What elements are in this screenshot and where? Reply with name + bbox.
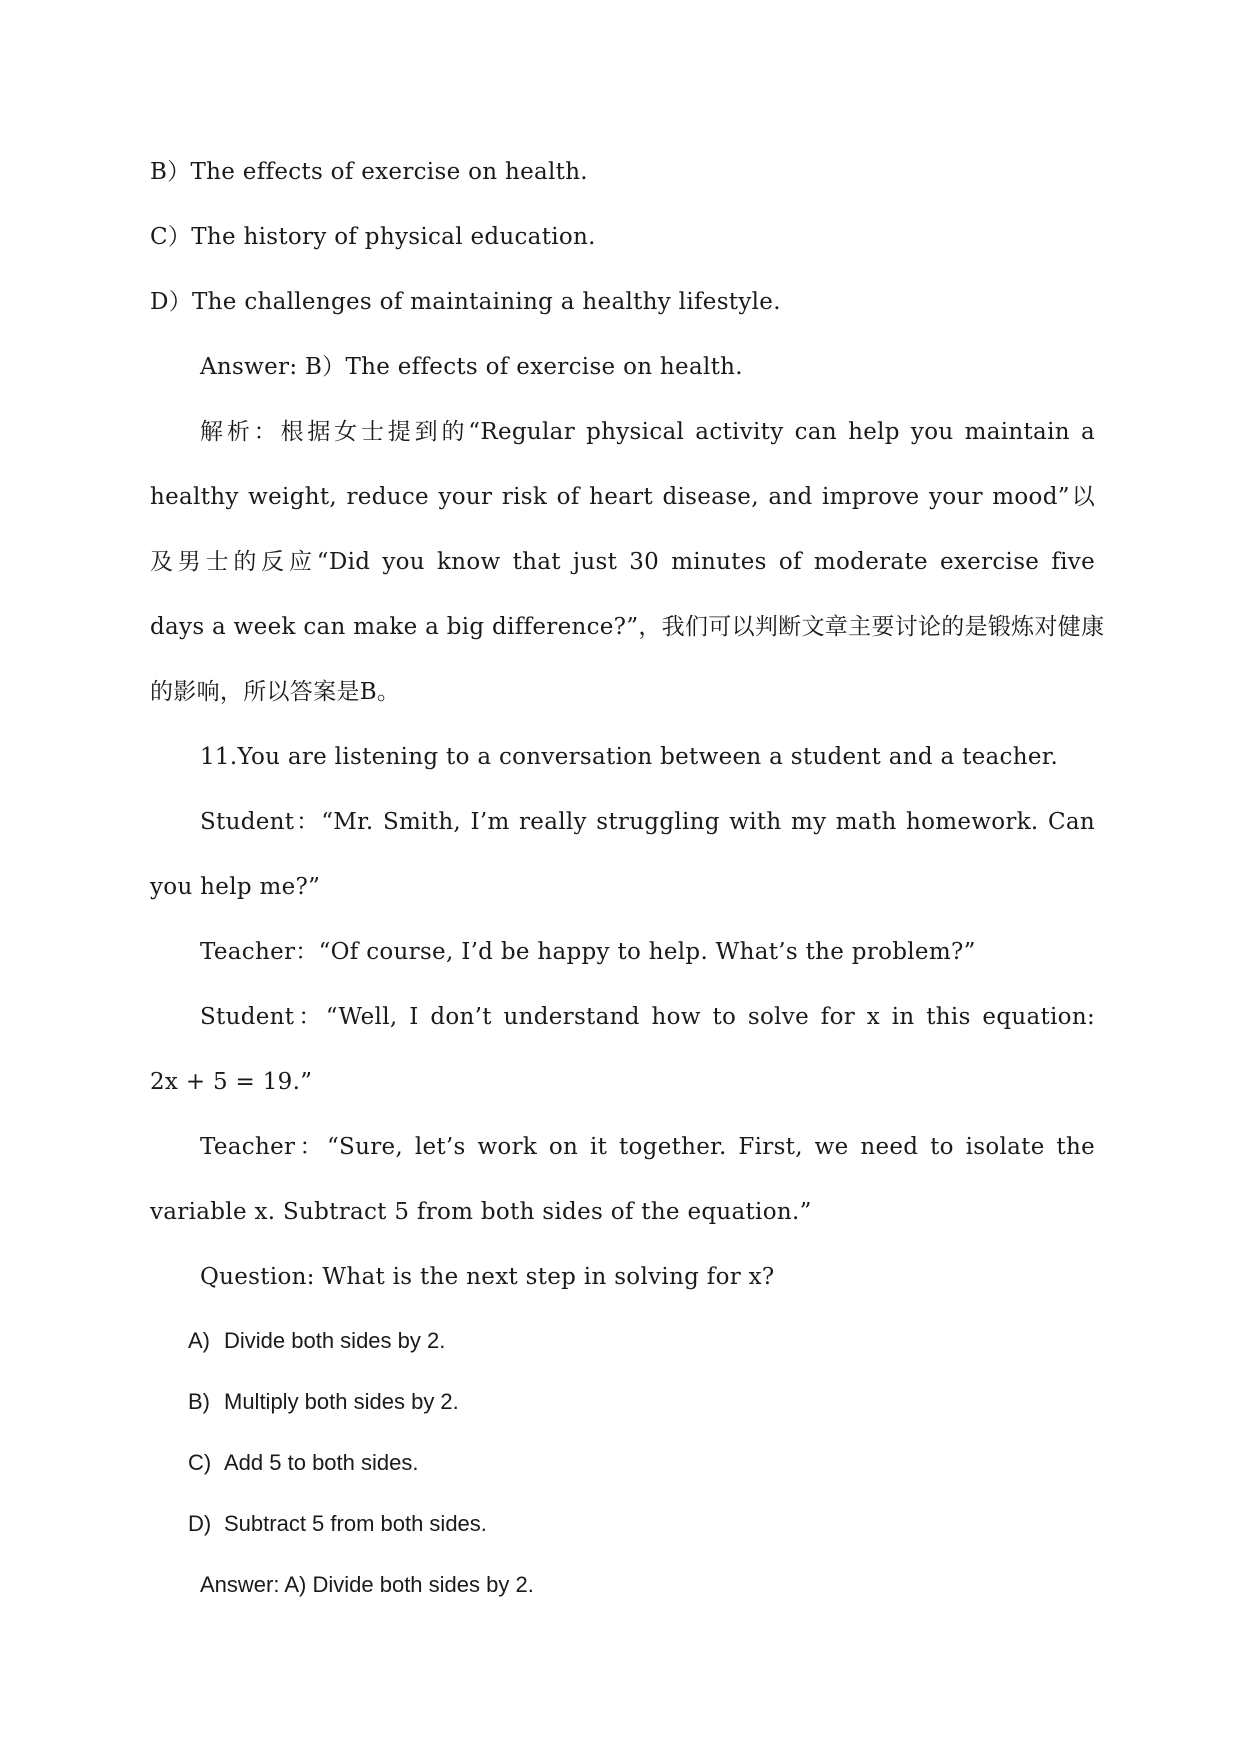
q11-dialogue-line-5: 2x + 5 = 19.” — [150, 1069, 313, 1095]
q11-option-c — [150, 1432, 1095, 1493]
option-text: Add 5 to both sides. — [224, 1450, 419, 1475]
q11-dialogue-line-4: Student：“Well, I don’t understand how to solve for x in this equation: — [200, 1004, 1095, 1030]
q10-analysis-line-1: 解析：根据女士提到的“Regular physical activity can help you maintain a — [200, 419, 1095, 445]
option-letter: C) — [188, 1450, 212, 1475]
q10-analysis-line-3: 及男士的反应“Did you know that just 30 minutes of moderate exercise five — [150, 549, 1095, 575]
q11-dialogue-line-2: you help me?” — [150, 874, 321, 900]
q11-option-a — [150, 1310, 1095, 1371]
q11-dialogue-line-3: Teacher：“Of course, I’d be happy to help. What’s the problem?” — [200, 939, 976, 965]
q11-dialogue-line-7: variable x. Subtract 5 from both sides of the equation.” — [150, 1199, 812, 1225]
q10-option-c: C）The history of physical education. — [150, 224, 596, 250]
option-letter: D) — [188, 1511, 212, 1536]
document-page — [150, 140, 1105, 1615]
q10-analysis-line-2: healthy weight, reduce your risk of heart disease, and improve your mood”以 — [150, 484, 1095, 510]
q11-question: Question: What is the next step in solving for x? — [200, 1264, 775, 1290]
option-text: Divide both sides by 2. — [224, 1328, 446, 1353]
q10-analysis-line-5: 的影响，所以答案是B。 — [150, 679, 401, 705]
q11-option-b — [150, 1371, 1095, 1432]
q11-dialogue-line-1: Student：“Mr. Smith, I’m really struggling with my math homework. Can — [200, 809, 1095, 835]
q11-intro: 11.You are listening to a conversation between a student and a teacher. — [200, 744, 1059, 770]
option-text: Subtract 5 from both sides. — [224, 1511, 487, 1536]
q10-option-d: D）The challenges of maintaining a healthy lifestyle. — [150, 289, 781, 315]
q10-answer: Answer: B）The effects of exercise on health. — [200, 354, 743, 380]
option-text: Multiply both sides by 2. — [224, 1389, 459, 1414]
q11-dialogue-line-6: Teacher：“Sure, let’s work on it together. First, we need to isolate the — [200, 1134, 1095, 1160]
q11-answer: Answer: A) Divide both sides by 2. — [200, 1572, 534, 1597]
q11-option-d — [150, 1493, 1095, 1554]
q10-analysis-line-4: days a week can make a big difference?”，我们可以判断文章主要讨论的是锻炼对健康 — [150, 614, 1105, 640]
q10-option-b: B）The effects of exercise on health. — [150, 159, 588, 185]
option-letter: A) — [188, 1328, 210, 1353]
option-letter: B) — [188, 1389, 210, 1414]
